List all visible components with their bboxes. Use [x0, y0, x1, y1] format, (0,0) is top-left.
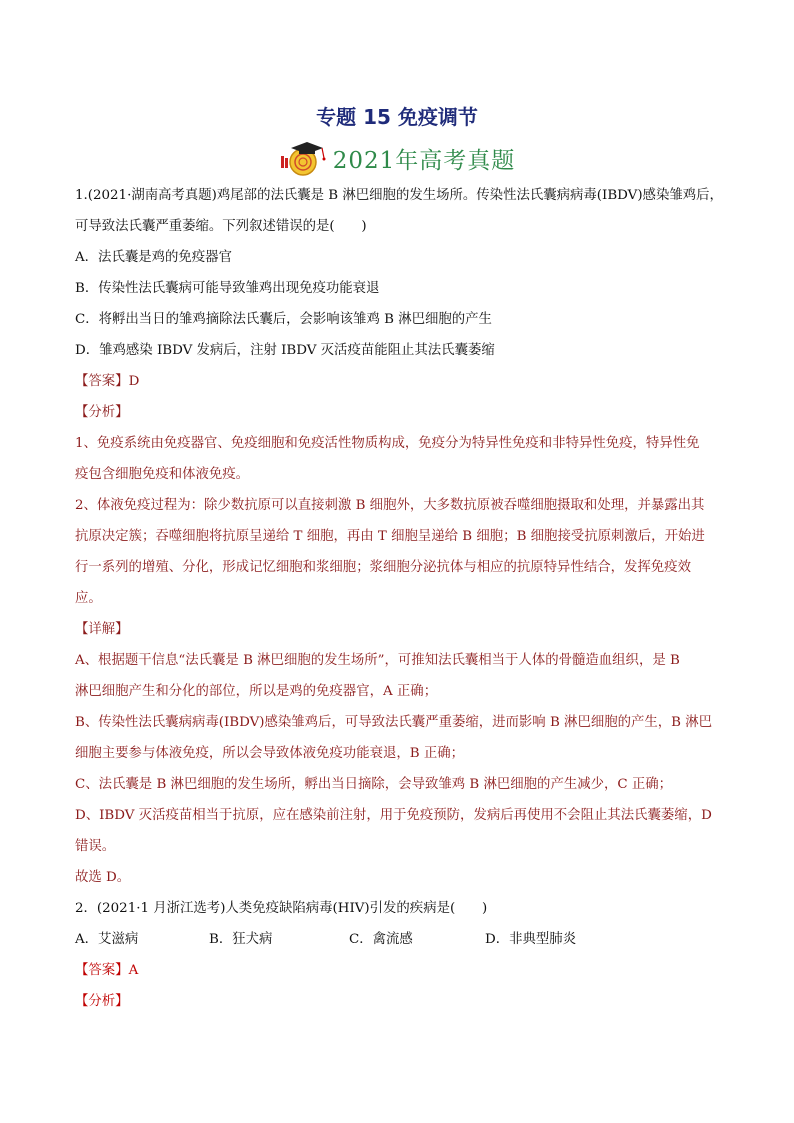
q2-answer	[75, 955, 725, 986]
document-body	[75, 180, 725, 1017]
q1-stem-line-2: 可导致法氏囊严重萎缩。下列叙述错误的是( )	[75, 219, 367, 234]
q2-option-b: B．狂犬病	[209, 932, 273, 947]
q2-answer-value: A	[128, 963, 139, 978]
q1-detail-label: 【详解】	[75, 622, 129, 637]
q1-detail-d-line-1: D、IBDV 灭活疫苗相当于抗原，应在感染前注射，用于免疫预防，发病后再使用不会阻止其法氏囊萎缩，D	[75, 808, 712, 823]
q1-answer	[75, 366, 725, 397]
q1-analysis-1-line-2: 疫包含细胞免疫和体液免疫。	[75, 467, 250, 482]
q2-options	[75, 924, 725, 955]
q1-detail-b-line-2: 细胞主要参与体液免疫，所以会导致体液免疫功能衰退，B 正确；	[75, 746, 465, 761]
q1-conclusion: 故选 D。	[75, 870, 131, 885]
section-subtitle: 2021年高考真题	[332, 147, 516, 174]
q2-option-a: A．艾滋病	[75, 932, 139, 947]
q1-option-a: A．法氏囊是鸡的免疫器官	[75, 250, 232, 265]
q2-option-c: C．禽流感	[349, 932, 413, 947]
q1-analysis-2-line-3: 行一系列的增殖、分化，形成记忆细胞和浆细胞；浆细胞分泌抗体与相应的抗原特异性结合，发挥免疫效	[75, 560, 691, 575]
q1-answer-label: 【答案】	[75, 374, 129, 389]
q1-option-d: D．雏鸡感染 IBDV 发病后，注射 IBDV 灭活疫苗能阻止其法氏囊萎缩	[75, 343, 495, 358]
page-title: 专题 15 免疫调节	[316, 105, 478, 129]
q1-option-c: C．将孵出当日的雏鸡摘除法氏囊后，会影响该雏鸡 B 淋巴细胞的产生	[75, 312, 492, 327]
q2-analysis-label: 【分析】	[75, 994, 129, 1009]
q2-option-d: D．非典型肺炎	[485, 932, 577, 947]
q1-stem-line-1: 1.(2021·湖南高考真题)鸡尾部的法氏囊是 B 淋巴细胞的发生场所。传染性法氏囊病病毒(IBDV)感染雏鸡后，	[75, 188, 723, 203]
q1-detail-c: C、法氏囊是 B 淋巴细胞的发生场所，孵出当日摘除，会导致雏鸡 B 淋巴细胞的产生减少，C 正确；	[75, 777, 673, 792]
q1-analysis-1-line-1: 1、免疫系统由免疫器官、免疫细胞和免疫活性物质构成，免疫分为特异性免疫和非特异性免疫，特异性免	[75, 436, 700, 451]
q1-analysis-2-line-2: 抗原决定簇；吞噬细胞将抗原呈递给 T 细胞，再由 T 细胞呈递给 B 细胞；B 细胞接受抗原刺激后，开始进	[75, 529, 705, 544]
q1-detail-d-line-2: 错误。	[75, 839, 116, 854]
q1-detail-b-line-1: B、传染性法氏囊病病毒(IBDV)感染雏鸡后，可导致法氏囊严重萎缩，进而影响 B 淋巴细胞的产生，B 淋巴	[75, 715, 713, 730]
q2-answer-label: 【答案】	[75, 963, 129, 978]
graduation-cap-emblem-icon	[279, 138, 329, 178]
q2-stem: 2．(2021·1 月浙江选考)人类免疫缺陷病毒(HIV)引发的疾病是( )	[75, 901, 488, 916]
q1-analysis-2-line-4: 应。	[75, 591, 102, 606]
q1-detail-a-line-1: A、根据题干信息“法氏囊是 B 淋巴细胞的发生场所”，可推知法氏囊相当于人体的骨髓造血组织，是 B	[75, 653, 680, 668]
q1-detail-a-line-2: 淋巴细胞产生和分化的部位，所以是鸡的免疫器官，A 正确；	[75, 684, 438, 699]
q1-analysis-label: 【分析】	[75, 405, 129, 420]
q1-answer-value: D	[128, 374, 140, 389]
q1-analysis-2-line-1: 2、体液免疫过程为：除少数抗原可以直接刺激 B 细胞外，大多数抗原被吞噬细胞摄取和处理，并暴露出其	[75, 498, 705, 513]
q1-option-b: B．传染性法氏囊病可能导致雏鸡出现免疫功能衰退	[75, 281, 380, 296]
section-header	[0, 138, 794, 178]
